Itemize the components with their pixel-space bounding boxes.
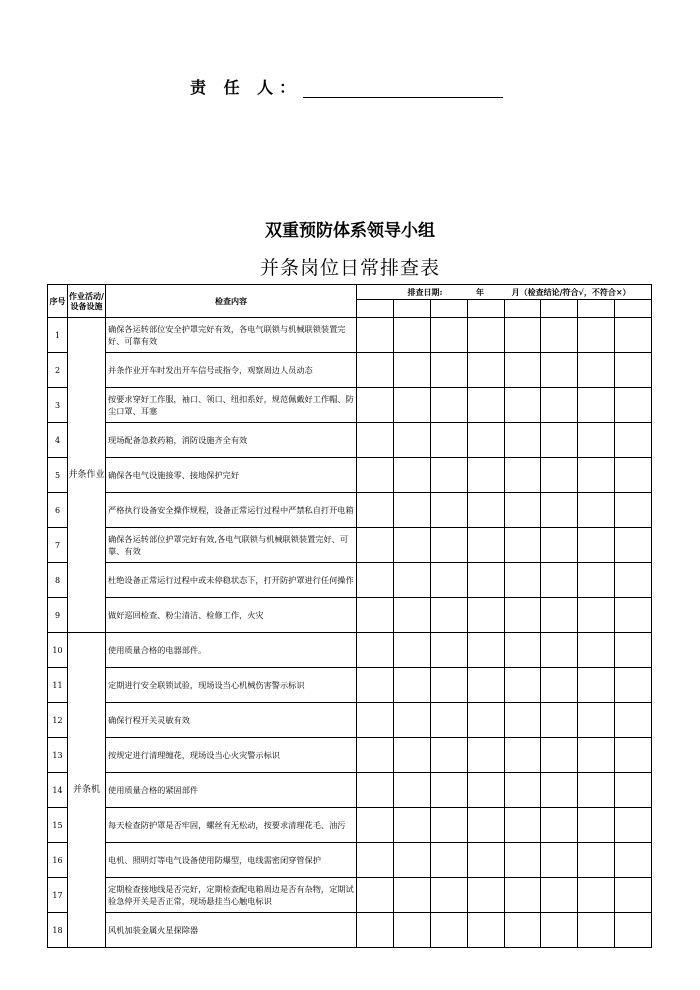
check-result-cell[interactable] <box>541 843 578 878</box>
check-result-cell[interactable] <box>467 738 504 773</box>
row-number: 18 <box>48 913 68 948</box>
check-result-cell[interactable] <box>504 808 541 843</box>
check-content: 风机加装金属火星探除器 <box>106 913 357 948</box>
check-result-cell[interactable] <box>578 528 615 563</box>
check-result-cell[interactable] <box>430 563 467 598</box>
check-result-cell[interactable] <box>357 773 394 808</box>
check-result-cell[interactable] <box>615 703 652 738</box>
header-content: 检查内容 <box>106 285 357 318</box>
row-number: 6 <box>48 493 68 528</box>
check-result-cell[interactable] <box>504 458 541 493</box>
check-result-cell[interactable] <box>615 843 652 878</box>
header-date <box>357 285 652 300</box>
table-row <box>48 703 652 738</box>
check-content: 做好巡回检查、粉尘清洁、检修工作，火灾 <box>106 598 357 633</box>
check-result-cell[interactable] <box>541 598 578 633</box>
check-result-cell[interactable] <box>430 318 467 353</box>
row-number: 14 <box>48 773 68 808</box>
check-result-cell[interactable] <box>615 773 652 808</box>
check-content: 确保各运转部位安全护罩完好有效，各电气联锁与机械联锁装置完好、可靠有效 <box>106 318 357 353</box>
check-result-cell[interactable] <box>504 598 541 633</box>
date-label: 排查日期: <box>407 287 443 297</box>
check-result-cell[interactable] <box>578 423 615 458</box>
check-result-cell[interactable] <box>541 388 578 423</box>
check-result-cell[interactable] <box>615 808 652 843</box>
check-content: 每天检查防护罩是否牢固，螺丝有无松动，按要求清理花毛、油污 <box>106 808 357 843</box>
row-number: 3 <box>48 388 68 423</box>
check-result-cell[interactable] <box>578 773 615 808</box>
row-number: 17 <box>48 878 68 913</box>
check-result-cell[interactable] <box>504 318 541 353</box>
table-row <box>48 423 652 458</box>
check-result-cell[interactable] <box>578 388 615 423</box>
check-result-cell[interactable] <box>467 773 504 808</box>
check-result-cell[interactable] <box>578 318 615 353</box>
check-result-cell[interactable] <box>393 388 430 423</box>
check-result-cell[interactable] <box>393 668 430 703</box>
check-result-cell[interactable] <box>504 423 541 458</box>
check-result-cell[interactable] <box>578 563 615 598</box>
check-result-cell[interactable] <box>357 633 394 668</box>
check-result-cell[interactable] <box>430 423 467 458</box>
row-number: 9 <box>48 598 68 633</box>
date-column-header[interactable] <box>430 300 467 318</box>
table-row <box>48 528 652 563</box>
check-content: 现场配备急救药箱，消防设施齐全有效 <box>106 423 357 458</box>
inspection-table-body <box>48 318 652 948</box>
check-result-cell[interactable] <box>541 703 578 738</box>
check-result-cell[interactable] <box>504 633 541 668</box>
check-result-cell[interactable] <box>467 668 504 703</box>
check-content: 并条作业开车时发出开车信号或指令，观察周边人员动态 <box>106 353 357 388</box>
check-result-cell[interactable] <box>393 493 430 528</box>
check-result-cell[interactable] <box>430 458 467 493</box>
check-content: 使用质量合格的紧固部件 <box>106 773 357 808</box>
check-result-cell[interactable] <box>541 458 578 493</box>
check-result-cell[interactable] <box>393 598 430 633</box>
table-row <box>48 318 652 353</box>
check-result-cell[interactable] <box>467 423 504 458</box>
check-result-cell[interactable] <box>467 878 504 913</box>
check-result-cell[interactable] <box>430 668 467 703</box>
table-row <box>48 773 652 808</box>
check-result-cell[interactable] <box>430 598 467 633</box>
month-label: 月（检查结论/符合√，不符合×） <box>511 287 631 297</box>
table-row <box>48 458 652 493</box>
check-result-cell[interactable] <box>504 703 541 738</box>
check-result-cell[interactable] <box>430 353 467 388</box>
check-result-cell[interactable] <box>541 668 578 703</box>
responsible-signature-line[interactable] <box>303 77 503 98</box>
check-result-cell[interactable] <box>578 633 615 668</box>
check-result-cell[interactable] <box>467 388 504 423</box>
check-result-cell[interactable] <box>357 668 394 703</box>
table-row <box>48 388 652 423</box>
check-result-cell[interactable] <box>467 353 504 388</box>
table-row <box>48 668 652 703</box>
check-result-cell[interactable] <box>504 773 541 808</box>
responsible-person-field <box>190 76 503 98</box>
check-content: 定期进行安全联锁试验，现场设当心机械伤害警示标识 <box>106 668 357 703</box>
row-number: 12 <box>48 703 68 738</box>
check-result-cell[interactable] <box>430 388 467 423</box>
check-content: 按要求穿好工作服，袖口、领口、纽扣系好，规范佩戴好工作帽、防尘口罩、耳塞 <box>106 388 357 423</box>
check-result-cell[interactable] <box>578 738 615 773</box>
row-number: 13 <box>48 738 68 773</box>
check-result-cell[interactable] <box>430 878 467 913</box>
check-result-cell[interactable] <box>578 598 615 633</box>
row-number: 2 <box>48 353 68 388</box>
check-result-cell[interactable] <box>357 318 394 353</box>
row-number: 11 <box>48 668 68 703</box>
check-result-cell[interactable] <box>578 843 615 878</box>
check-result-cell[interactable] <box>467 563 504 598</box>
check-result-cell[interactable] <box>357 843 394 878</box>
table-row <box>48 878 652 913</box>
check-result-cell[interactable] <box>615 878 652 913</box>
check-result-cell[interactable] <box>578 878 615 913</box>
check-result-cell[interactable] <box>541 738 578 773</box>
check-result-cell[interactable] <box>578 668 615 703</box>
check-result-cell[interactable] <box>615 563 652 598</box>
check-result-cell[interactable] <box>504 493 541 528</box>
check-result-cell[interactable] <box>504 738 541 773</box>
check-content: 定期检查接地线是否完好，定期检查配电箱周边是否有杂物，定期试验急停开关是否正常，现场悬挂当心触电标识 <box>106 878 357 913</box>
check-result-cell[interactable] <box>357 388 394 423</box>
header-activity: 作业活动/设备设施 <box>68 285 106 318</box>
check-result-cell[interactable] <box>504 528 541 563</box>
table-row <box>48 563 652 598</box>
check-result-cell[interactable] <box>393 528 430 563</box>
check-result-cell[interactable] <box>504 878 541 913</box>
activity-group-name: 并条作业 <box>68 318 106 633</box>
date-column-header[interactable] <box>578 300 615 318</box>
check-result-cell[interactable] <box>430 633 467 668</box>
check-result-cell[interactable] <box>504 668 541 703</box>
check-content: 使用质量合格的电器部件。 <box>106 633 357 668</box>
row-number: 7 <box>48 528 68 563</box>
check-result-cell[interactable] <box>393 703 430 738</box>
check-result-cell[interactable] <box>357 423 394 458</box>
check-result-cell[interactable] <box>430 773 467 808</box>
check-content: 杜绝设备正常运行过程中或未停稳状态下，打开防护罩进行任何操作 <box>106 563 357 598</box>
check-result-cell[interactable] <box>393 808 430 843</box>
table-row <box>48 598 652 633</box>
activity-group-name: 并条机 <box>68 633 106 948</box>
check-result-cell[interactable] <box>357 913 394 948</box>
check-result-cell[interactable] <box>541 808 578 843</box>
check-content: 确保行程开关灵敏有效 <box>106 703 357 738</box>
check-result-cell[interactable] <box>541 423 578 458</box>
check-result-cell[interactable] <box>467 493 504 528</box>
check-result-cell[interactable] <box>393 878 430 913</box>
check-result-cell[interactable] <box>430 913 467 948</box>
check-result-cell[interactable] <box>615 598 652 633</box>
check-result-cell[interactable] <box>578 703 615 738</box>
check-content: 按规定进行清理缠花，现场设当心火灾警示标识 <box>106 738 357 773</box>
check-result-cell[interactable] <box>467 913 504 948</box>
row-number: 1 <box>48 318 68 353</box>
check-result-cell[interactable] <box>541 878 578 913</box>
check-result-cell[interactable] <box>393 633 430 668</box>
check-result-cell[interactable] <box>393 423 430 458</box>
check-result-cell[interactable] <box>393 773 430 808</box>
check-result-cell[interactable] <box>357 528 394 563</box>
table-row <box>48 738 652 773</box>
check-result-cell[interactable] <box>578 353 615 388</box>
row-number: 4 <box>48 423 68 458</box>
check-result-cell[interactable] <box>504 388 541 423</box>
check-result-cell[interactable] <box>578 458 615 493</box>
check-result-cell[interactable] <box>393 843 430 878</box>
check-result-cell[interactable] <box>430 703 467 738</box>
check-result-cell[interactable] <box>393 913 430 948</box>
year-label: 年 <box>476 287 485 297</box>
check-result-cell[interactable] <box>357 353 394 388</box>
check-result-cell[interactable] <box>541 318 578 353</box>
check-result-cell[interactable] <box>504 843 541 878</box>
check-result-cell[interactable] <box>430 843 467 878</box>
table-row <box>48 353 652 388</box>
check-result-cell[interactable] <box>357 563 394 598</box>
check-result-cell[interactable] <box>357 598 394 633</box>
row-number: 16 <box>48 843 68 878</box>
date-column-header[interactable] <box>504 300 541 318</box>
check-result-cell[interactable] <box>430 738 467 773</box>
date-column-header[interactable] <box>393 300 430 318</box>
table-row <box>48 808 652 843</box>
check-result-cell[interactable] <box>541 633 578 668</box>
date-column-header[interactable] <box>541 300 578 318</box>
check-result-cell[interactable] <box>393 353 430 388</box>
check-result-cell[interactable] <box>357 703 394 738</box>
check-result-cell[interactable] <box>467 808 504 843</box>
check-result-cell[interactable] <box>467 598 504 633</box>
check-result-cell[interactable] <box>467 843 504 878</box>
check-result-cell[interactable] <box>467 633 504 668</box>
check-result-cell[interactable] <box>615 913 652 948</box>
row-number: 10 <box>48 633 68 668</box>
table-row <box>48 913 652 948</box>
check-content: 电机、照明灯等电气设备使用防爆型，电线需密闭穿管保护 <box>106 843 357 878</box>
check-result-cell[interactable] <box>541 353 578 388</box>
check-result-cell[interactable] <box>357 878 394 913</box>
check-result-cell[interactable] <box>615 738 652 773</box>
check-content: 确保各运转部位护罩完好有效,各电气联锁与机械联锁装置完好、可靠、有效 <box>106 528 357 563</box>
check-result-cell[interactable] <box>615 423 652 458</box>
check-result-cell[interactable] <box>393 738 430 773</box>
check-result-cell[interactable] <box>541 493 578 528</box>
header-no: 序号 <box>48 285 68 318</box>
table-row <box>48 633 652 668</box>
org-title: 双重预防体系领导小组 <box>265 221 435 241</box>
check-result-cell[interactable] <box>578 493 615 528</box>
date-column-header[interactable] <box>615 300 652 318</box>
check-result-cell[interactable] <box>615 388 652 423</box>
check-result-cell[interactable] <box>504 353 541 388</box>
date-column-header[interactable] <box>467 300 504 318</box>
check-result-cell[interactable] <box>357 458 394 493</box>
check-result-cell[interactable] <box>615 493 652 528</box>
check-result-cell[interactable] <box>393 563 430 598</box>
table-row <box>48 493 652 528</box>
form-title: 并条岗位日常排查表 <box>259 257 440 279</box>
check-result-cell[interactable] <box>357 808 394 843</box>
inspection-table <box>47 284 652 948</box>
check-result-cell[interactable] <box>430 493 467 528</box>
check-result-cell[interactable] <box>578 913 615 948</box>
check-result-cell[interactable] <box>467 703 504 738</box>
row-number: 5 <box>48 458 68 493</box>
check-result-cell[interactable] <box>541 563 578 598</box>
check-result-cell[interactable] <box>357 493 394 528</box>
check-result-cell[interactable] <box>467 318 504 353</box>
check-result-cell[interactable] <box>504 563 541 598</box>
check-result-cell[interactable] <box>393 318 430 353</box>
check-result-cell[interactable] <box>467 458 504 493</box>
check-result-cell[interactable] <box>467 528 504 563</box>
check-result-cell[interactable] <box>541 528 578 563</box>
check-result-cell[interactable] <box>615 353 652 388</box>
check-result-cell[interactable] <box>541 913 578 948</box>
check-result-cell[interactable] <box>615 528 652 563</box>
check-result-cell[interactable] <box>615 633 652 668</box>
check-result-cell[interactable] <box>615 668 652 703</box>
check-result-cell[interactable] <box>430 808 467 843</box>
check-result-cell[interactable] <box>504 913 541 948</box>
row-number: 8 <box>48 563 68 598</box>
check-result-cell[interactable] <box>357 738 394 773</box>
check-result-cell[interactable] <box>615 318 652 353</box>
check-result-cell[interactable] <box>541 773 578 808</box>
date-column-header[interactable] <box>357 300 394 318</box>
responsible-label: 责 任 人： <box>190 78 302 97</box>
check-result-cell[interactable] <box>615 458 652 493</box>
check-result-cell[interactable] <box>393 458 430 493</box>
row-number: 15 <box>48 808 68 843</box>
check-result-cell[interactable] <box>578 808 615 843</box>
check-result-cell[interactable] <box>430 528 467 563</box>
check-content: 确保各电气设施接零、接地保护完好 <box>106 458 357 493</box>
check-content: 严格执行设备安全操作规程，设备正常运行过程中严禁私自打开电箱 <box>106 493 357 528</box>
table-row <box>48 843 652 878</box>
